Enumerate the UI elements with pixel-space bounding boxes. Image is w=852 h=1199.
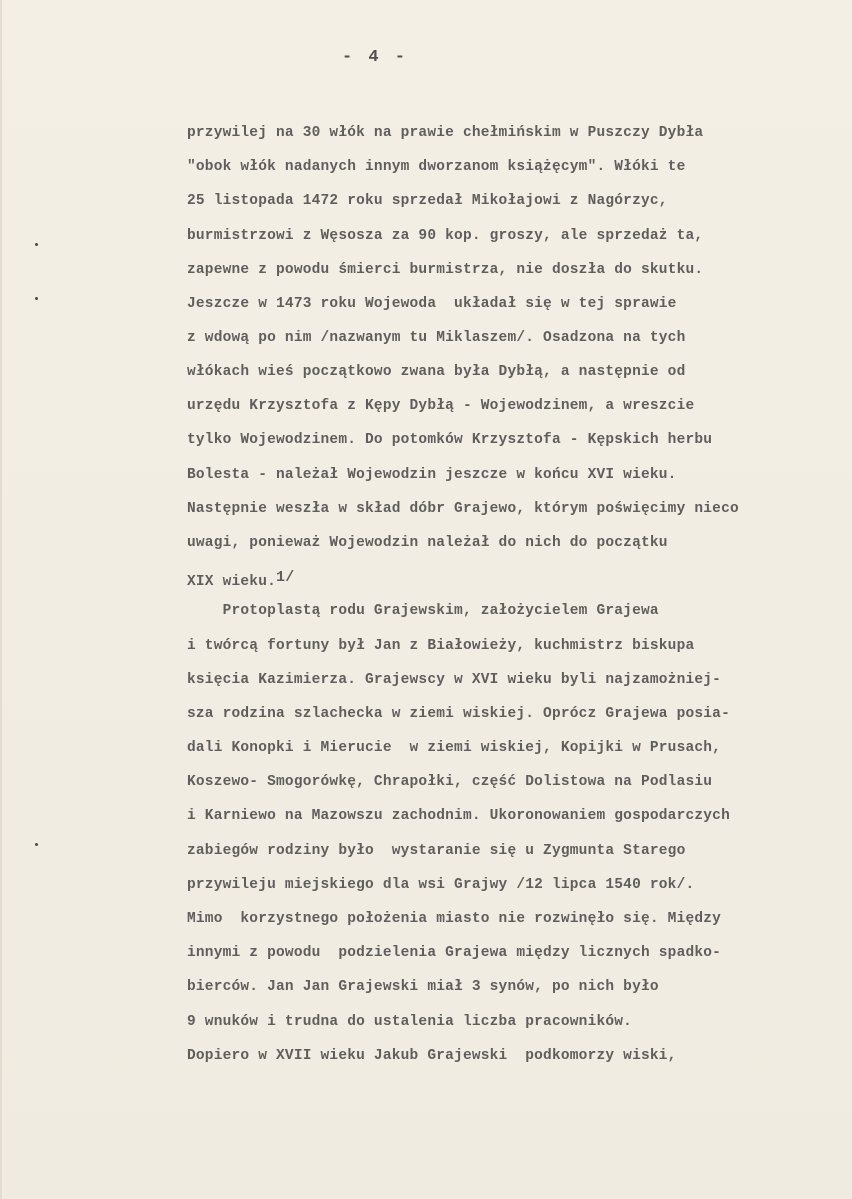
text-line: urzędu Krzysztofa z Kępy Dybłą - Wojewodzinem, a wreszcie <box>187 398 695 414</box>
text-line: Następnie weszła w skład dóbr Grajewo, którym poświęcimy nieco <box>187 501 739 517</box>
text-line: przywilej na 30 włók na prawie chełmińskim w Puszczy Dybła <box>187 125 704 141</box>
text-line-content: XIX wieku. <box>187 574 277 590</box>
text-line: burmistrzowi z Węsosza za 90 kop. groszy, ale sprzedaż ta, <box>187 228 704 244</box>
text-line: Dopiero w XVII wieku Jakub Grajewski podkomorzy wiski, <box>187 1048 677 1064</box>
text-line: Mimo korzystnego położenia miasto nie rozwinęło się. Między <box>187 911 722 927</box>
margin-mark <box>35 297 38 300</box>
text-line: z wdową po nim /nazwanym tu Miklaszem/. Osadzona na tych <box>187 330 686 346</box>
text-line: dali Konopki i Mierucie w ziemi wiskiej, Kopijki w Prusach, <box>187 740 722 756</box>
text-line: tylko Wojewodzinem. Do potomków Krzysztofa - Kępskich herbu <box>187 432 713 448</box>
text-line: i Karniewo na Mazowszu zachodnim. Ukoronowaniem gospodarczych <box>187 808 730 824</box>
text-line: 25 listopada 1472 roku sprzedał Mikołajowi z Nagórzyc, <box>187 193 668 209</box>
text-line: Protoplastą rodu Grajewskim, założycielem Grajewa <box>187 603 659 619</box>
text-line: sza rodzina szlachecka w ziemi wiskiej. Oprócz Grajewa posia- <box>187 706 730 722</box>
text-line: 9 wnuków i trudna do ustalenia liczba pracowników. <box>187 1014 633 1030</box>
margin-mark <box>35 243 38 246</box>
text-line: włókach wieś początkowo zwana była Dybłą, a następnie od <box>187 364 686 380</box>
text-line: bierców. Jan Jan Grajewski miał 3 synów, po nich było <box>187 979 659 995</box>
margin-mark <box>35 843 38 846</box>
page-number: - 4 - <box>342 48 409 67</box>
text-line: zapewne z powodu śmierci burmistrza, nie doszła do skutku. <box>187 262 704 278</box>
text-line: innymi z powodu podzielenia Grajewa między licznych spadko- <box>187 945 722 961</box>
text-line: Koszewo- Smogorówkę, Chrapołki, część Dolistowa na Podlasiu <box>187 774 713 790</box>
text-line: "obok włók nadanych innym dworzanom książęcym". Włóki te <box>187 159 686 175</box>
text-line: Jeszcze w 1473 roku Wojewoda układał się w tej sprawie <box>187 296 677 312</box>
footnote-marker: 1/ <box>276 569 295 586</box>
text-line: i twórcą fortuny był Jan z Białowieży, kuchmistrz biskupa <box>187 638 695 654</box>
text-line <box>187 569 294 590</box>
text-line: zabiegów rodziny było wystaranie się u Zygmunta Starego <box>187 843 686 859</box>
text-line: księcia Kazimierza. Grajewscy w XVI wieku byli najzamożniej- <box>187 672 722 688</box>
text-line: Bolesta - należał Wojewodzin jeszcze w końcu XVI wieku. <box>187 467 677 483</box>
text-line: uwagi, ponieważ Wojewodzin należał do nich do początku <box>187 535 668 551</box>
text-line: przywileju miejskiego dla wsi Grajwy /12 lipca 1540 rok/. <box>187 877 695 893</box>
